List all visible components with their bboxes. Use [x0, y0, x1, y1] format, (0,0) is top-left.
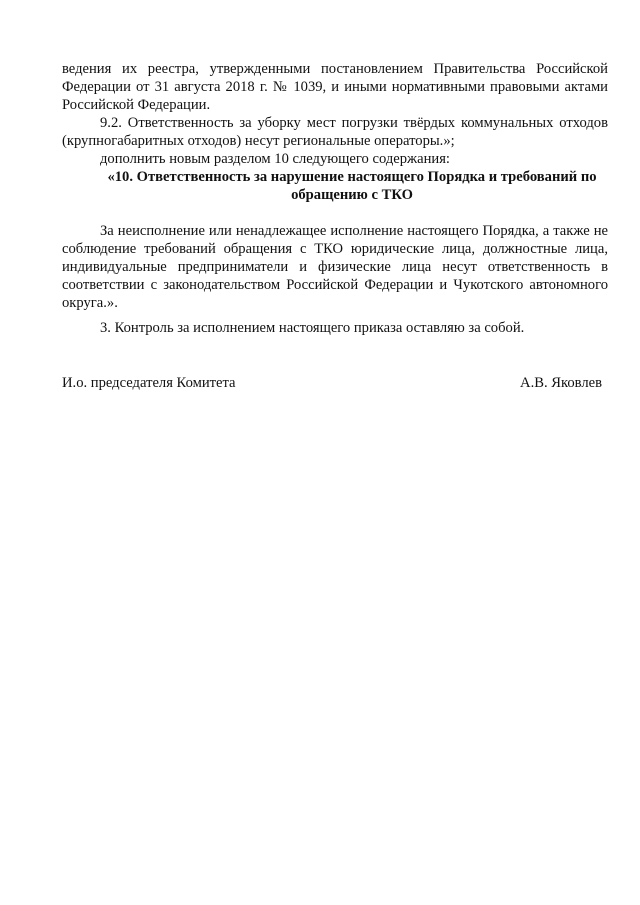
signatory-position: И.о. председателя Комитета	[62, 375, 236, 391]
paragraph-add-section-intro: дополнить новым разделом 10 следующего содержания:	[100, 151, 450, 167]
paragraph-continuation: ведения их реестра, утвержденными постановлением Правительства Российской Федерации от 31 августа 2018 г. № 1039, и иными нормативными правовыми актами Российской Федерации.	[62, 61, 608, 113]
paragraph-9-2: 9.2. Ответственность за уборку мест погрузки твёрдых коммунальных отходов (крупногабаритных отходов) несут региональные операторы.»;	[62, 115, 608, 149]
signatory-name: А.В. Яковлев	[520, 375, 602, 391]
paragraph-item-3: 3. Контроль за исполнением настоящего приказа оставляю за собой.	[100, 320, 525, 336]
section-10-heading: «10. Ответственность за нарушение настоящего Порядка и требований по обращению с ТКО	[107, 169, 597, 203]
signature-row	[62, 374, 602, 394]
section-10-text: За неисполнение или ненадлежащее исполнение настоящего Порядка, а также не соблюдение требований обращения с ТКО юридические лица, должностные лица, индивидуальные предприниматели и физические лица несут ответственность в соответствии с законодательством Российской Федерации и Чукотского автономного округа.».	[62, 223, 608, 311]
